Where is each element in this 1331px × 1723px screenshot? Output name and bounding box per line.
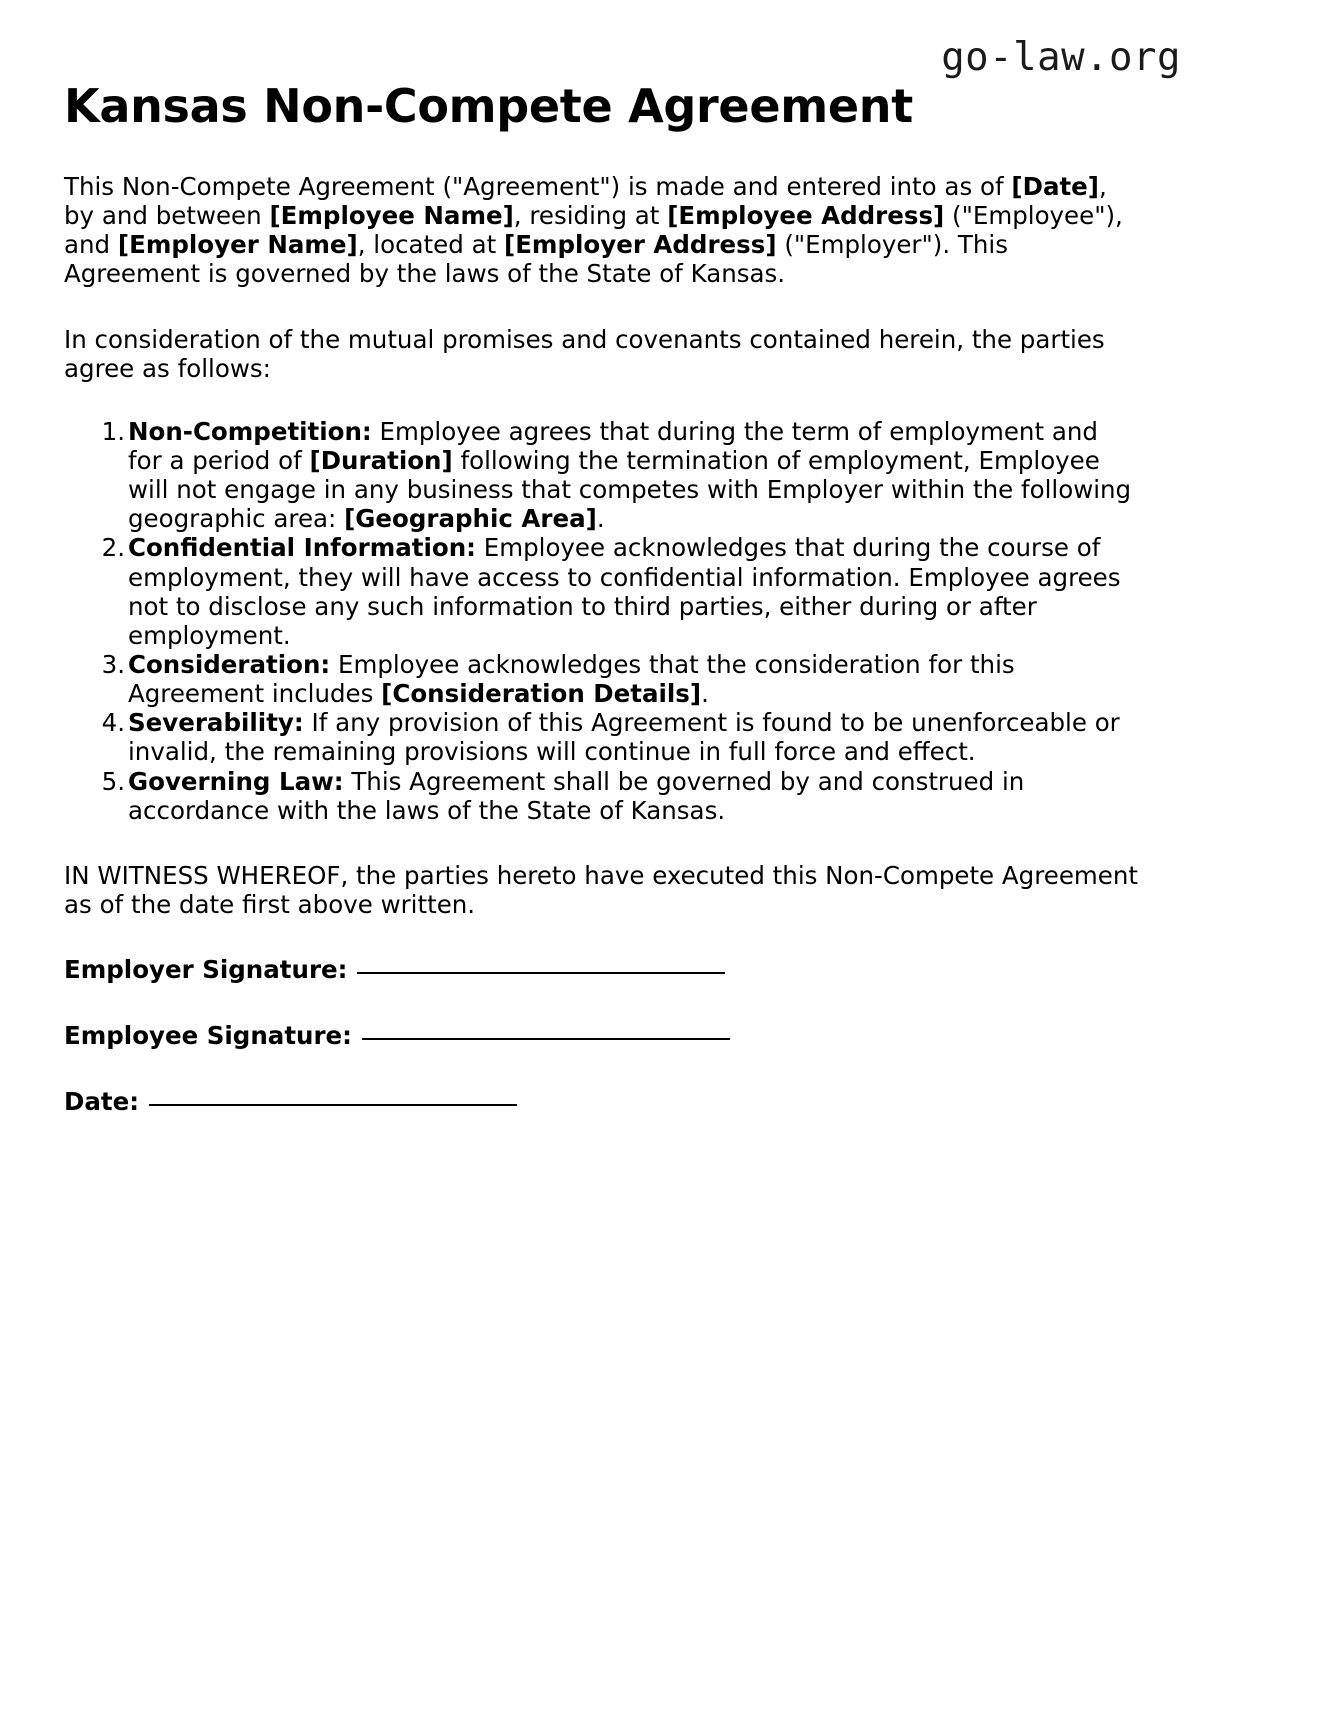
employer-signature-row — [64, 955, 1139, 984]
clause-body-a: If any provision of this Agreement is found to be unenforceable or invalid, the remaining provisions will continue in full force and effect. — [128, 708, 1120, 767]
date-label: Date: — [64, 1087, 139, 1117]
list-item — [64, 767, 1139, 825]
clause-body-a: This Agreement shall be governed by and construed in accordance with the laws of the State of Kansas. — [128, 766, 1025, 825]
clause-body-a: Employee agrees that during the term of employment and for a period of — [128, 416, 1098, 475]
geographic-area-placeholder: [Geographic Area] — [344, 504, 597, 534]
intro-segment-3: , residing at — [513, 201, 668, 231]
clause-heading: Severability: — [128, 708, 304, 738]
witness-paragraph: IN WITNESS WHEREOF, the parties hereto have executed this Non-Compete Agreement as of the date first above written. — [64, 860, 1138, 919]
clause-heading: Confidential Information: — [128, 533, 476, 563]
clause-body-a: Employee acknowledges that during the course of employment, they will have access to confidential information. Employee agrees not to disclose any such information to third parties, either during or after employment. — [128, 533, 1121, 650]
clause-body-b: following the termination of employment, Employee will not engage in any business that competes with Employer within the following geographic area: — [128, 445, 1132, 534]
clause-heading: Governing Law: — [128, 766, 344, 796]
intro-segment-5: , located at — [357, 230, 504, 260]
list-item — [64, 708, 1139, 766]
employee-signature-line[interactable] — [362, 1038, 730, 1040]
employee-name-placeholder: [Employee Name] — [269, 201, 514, 231]
intro-paragraph — [64, 172, 1139, 289]
site-brand-watermark: go-law.org — [941, 35, 1181, 80]
date-row — [64, 1087, 1139, 1116]
consideration-intro-paragraph: In consideration of the mutual promises and covenants contained herein, the parties agree as follows: — [64, 324, 1105, 383]
date-line[interactable] — [149, 1104, 517, 1106]
intro-segment-6: ("Employer"). This Agreement is governed by the laws of the State of Kansas. — [64, 230, 1008, 289]
document-body — [64, 172, 1139, 1117]
employer-signature-line[interactable] — [357, 972, 725, 974]
consideration-details-placeholder: [Consideration Details] — [381, 679, 702, 709]
employer-name-placeholder: [Employer Name] — [117, 230, 358, 260]
intro-segment-1: This Non-Compete Agreement ("Agreement") is made and entered into as of — [64, 172, 1012, 201]
employer-signature-label: Employer Signature: — [64, 955, 348, 985]
clause-heading: Non-Competition: — [128, 416, 372, 446]
intro-segment-2: , by and between — [64, 172, 1107, 231]
page-title: Kansas Non-Compete Agreement — [64, 79, 913, 133]
list-item — [64, 650, 1139, 708]
list-item — [64, 533, 1139, 650]
employer-address-placeholder: [Employer Address] — [504, 230, 777, 260]
clause-body-b: . — [701, 679, 709, 709]
signature-block — [64, 955, 1139, 1116]
employee-signature-row — [64, 1021, 1139, 1050]
clause-body-a: Employee acknowledges that the consideration for this Agreement includes — [128, 649, 1015, 709]
list-item — [64, 417, 1139, 534]
clause-body-c: . — [596, 504, 605, 534]
clauses-list — [64, 417, 1139, 825]
date-placeholder: [Date] — [1011, 172, 1099, 201]
employee-address-placeholder: [Employee Address] — [667, 201, 945, 231]
employee-signature-label: Employee Signature: — [64, 1021, 352, 1051]
duration-placeholder: [Duration] — [309, 445, 453, 475]
clause-heading: Consideration: — [128, 649, 331, 679]
intro-segment-4: ("Employee"), and — [64, 201, 1123, 260]
